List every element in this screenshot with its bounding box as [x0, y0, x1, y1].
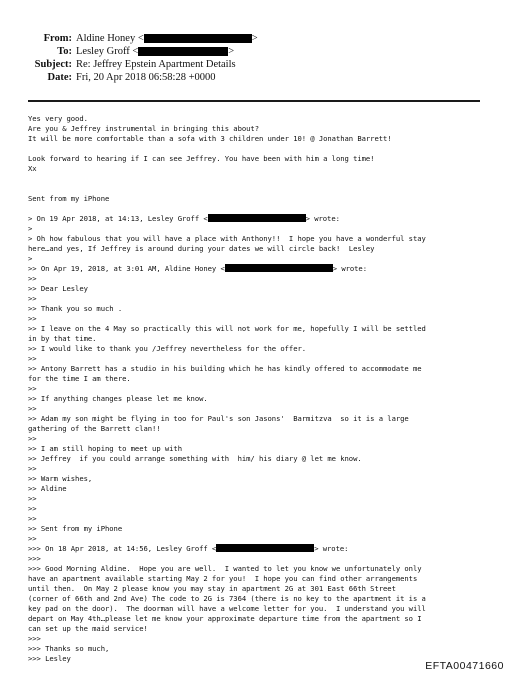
body-line	[28, 114, 492, 124]
from-label: From:	[43, 33, 72, 44]
body-line	[28, 424, 492, 434]
body-line	[28, 594, 492, 604]
body-line	[28, 124, 492, 134]
body-line	[28, 644, 492, 654]
body-line	[28, 334, 492, 344]
body-line-text: >>	[28, 314, 37, 323]
body-line-text: >>	[28, 354, 37, 363]
body-line-text: >>	[28, 464, 37, 473]
body-line	[28, 444, 492, 454]
subject-label: Subject:	[34, 59, 72, 70]
body-line	[28, 404, 492, 414]
body-line	[28, 154, 492, 164]
body-line-text: Are you & Jeffrey instrumental in bringing this about?	[28, 124, 259, 133]
body-line	[28, 244, 492, 254]
body-line	[28, 304, 492, 314]
date-row	[0, 71, 300, 84]
body-line	[28, 464, 492, 474]
document-id: EFTA00471660	[425, 660, 504, 672]
body-line-text: gathering of the Barrett clan!!	[28, 424, 161, 433]
body-line	[28, 164, 492, 174]
subject-text: Re: Jeffrey Epstein Apartment Details	[76, 59, 236, 70]
subject-row	[0, 58, 300, 71]
body-line-text: (corner of 66th and 2nd Ave) The code to 2G is 7364 (there is no key to the apartment it is a	[28, 594, 426, 603]
body-line	[28, 134, 492, 144]
email-header	[0, 32, 300, 84]
body-line	[28, 354, 492, 364]
to-tail: >	[228, 46, 235, 57]
body-line-text: >> Sent from my iPhone	[28, 524, 123, 533]
body-line-text: >> On Apr 19, 2018, at 3:01 AM, Aldine Honey <	[28, 264, 225, 273]
body-line	[28, 284, 492, 294]
body-line-text: for the time I am there.	[28, 374, 131, 383]
to-row	[0, 45, 300, 58]
to-name: Lesley Groff <	[76, 46, 139, 57]
body-line	[28, 584, 492, 594]
from-row	[0, 32, 300, 45]
body-line-text: >> Warm wishes,	[28, 474, 93, 483]
body-line-text: >> Antony Barrett has a studio in his building which he has kindly offered to accommodate me	[28, 364, 422, 373]
body-line-text: > Oh how fabulous that you will have a place with Anthony!! I hope you have a wonderful stay	[28, 234, 426, 243]
body-line	[28, 224, 492, 234]
redaction-bar	[208, 214, 306, 222]
body-line	[28, 234, 492, 244]
redaction-bar	[225, 264, 333, 272]
to-label: To:	[57, 46, 72, 57]
body-line	[28, 624, 492, 634]
body-line	[28, 564, 492, 574]
body-line-text: depart on May 4th…please let me know your approximate departure time from the apartment so I	[28, 614, 422, 623]
body-line	[28, 454, 492, 464]
body-line	[28, 634, 492, 644]
body-line-text: >>	[28, 504, 37, 513]
body-line-text: >>>	[28, 554, 41, 563]
body-line-text: >>> Thanks so much,	[28, 644, 110, 653]
body-line	[28, 524, 492, 534]
body-line-text: >>	[28, 404, 37, 413]
wrote-label: > wrote:	[305, 214, 340, 223]
redaction-bar	[138, 47, 228, 56]
body-line	[28, 374, 492, 384]
body-line-text: have an apartment available starting May 2 for you! I hope you can find other arrangements	[28, 574, 418, 583]
body-line	[28, 394, 492, 404]
header-divider	[28, 100, 480, 102]
body-line-text: >>>	[28, 634, 41, 643]
body-line	[28, 174, 492, 184]
body-line	[28, 194, 492, 204]
body-line	[28, 204, 492, 214]
body-line	[28, 604, 492, 614]
body-line-text: Yes very good.	[28, 114, 88, 123]
body-line	[28, 364, 492, 374]
body-line-text: >>> Lesley	[28, 654, 71, 663]
body-line	[28, 314, 492, 324]
from-name: Aldine Honey <	[76, 33, 144, 44]
body-line	[28, 384, 492, 394]
body-line-text: >> Jeffrey if you could arrange something with him/ his diary @ let me know.	[28, 454, 362, 463]
body-line-text: >> I would like to thank you /Jeffrey nevertheless for the offer.	[28, 344, 307, 353]
wrote-label: > wrote:	[314, 544, 349, 553]
body-line-text: >>> On 18 Apr 2018, at 14:56, Lesley Groff <	[28, 544, 217, 553]
body-line	[28, 414, 492, 424]
body-line-text: >> I leave on the 4 May so practically this will not work for me, hopefully I will be settled	[28, 324, 426, 333]
body-line	[28, 274, 492, 284]
body-line-text: >>	[28, 514, 37, 523]
body-line-text: It will be more comfortable than a sofa with 3 children under 10! @ Jonathan Barrett!	[28, 134, 392, 143]
body-line-text: in by that time.	[28, 334, 97, 343]
body-line	[28, 514, 492, 524]
body-line-text: >> Aldine	[28, 484, 67, 493]
body-line	[28, 494, 492, 504]
body-line	[28, 574, 492, 584]
body-line-text: Xx	[28, 164, 37, 173]
body-line-text: >>	[28, 384, 37, 393]
wrote-label: > wrote:	[332, 264, 367, 273]
body-line-text: here…and yes, If Jeffrey is around during your dates we will circle back! Lesley	[28, 244, 375, 253]
body-line-text: Sent from my iPhone	[28, 194, 110, 203]
body-line-text: key pad on the door). The doorman will have a welcome letter for you. I understand you will	[28, 604, 426, 613]
body-line	[28, 474, 492, 484]
body-line-text: >	[28, 254, 33, 263]
body-line	[28, 144, 492, 154]
body-line	[28, 254, 492, 264]
body-line-text: > On 19 Apr 2018, at 14:13, Lesley Groff <	[28, 214, 208, 223]
body-line	[28, 654, 492, 664]
body-line-text: >>	[28, 434, 37, 443]
body-line-text: >>	[28, 294, 37, 303]
body-line	[28, 534, 492, 544]
body-line-text: >> I am still hoping to meet up with	[28, 444, 182, 453]
body-line-text: >> Thank you so much .	[28, 304, 123, 313]
date-label: Date:	[47, 72, 72, 83]
body-line-text: Look forward to hearing if I can see Jeffrey. You have been with him a long time!	[28, 154, 375, 163]
redaction-bar	[144, 34, 252, 43]
body-line-text: >>> Good Morning Aldine. Hope you are well. I wanted to let you know we unfortunately only	[28, 564, 422, 573]
body-line-text: >> Adam my son might be flying in too for Paul's son Jasons' Barmitzva so it is a large	[28, 414, 409, 423]
body-line-text: >> If anything changes please let me know.	[28, 394, 208, 403]
body-line-text: can set up the maid service!	[28, 624, 148, 633]
body-line-text: >>	[28, 274, 37, 283]
body-line	[28, 184, 492, 194]
body-line	[28, 544, 492, 554]
body-line	[28, 434, 492, 444]
body-line	[28, 344, 492, 354]
body-line-text: >>	[28, 534, 37, 543]
body-line	[28, 614, 492, 624]
from-tail: >	[251, 33, 258, 44]
body-line	[28, 264, 492, 274]
body-line	[28, 554, 492, 564]
body-line	[28, 484, 492, 494]
body-line	[28, 504, 492, 514]
body-line	[28, 294, 492, 304]
redaction-bar	[216, 544, 314, 552]
body-line	[28, 324, 492, 334]
email-body	[28, 114, 492, 664]
date-text: Fri, 20 Apr 2018 06:58:28 +0000	[76, 72, 216, 83]
body-line	[28, 214, 492, 224]
body-line-text: >>	[28, 494, 37, 503]
body-line-text: >> Dear Lesley	[28, 284, 88, 293]
body-line-text: until then. On May 2 please know you may stay in apartment 2G at 301 East 66th Street	[28, 584, 396, 593]
body-line-text: >	[28, 224, 33, 233]
